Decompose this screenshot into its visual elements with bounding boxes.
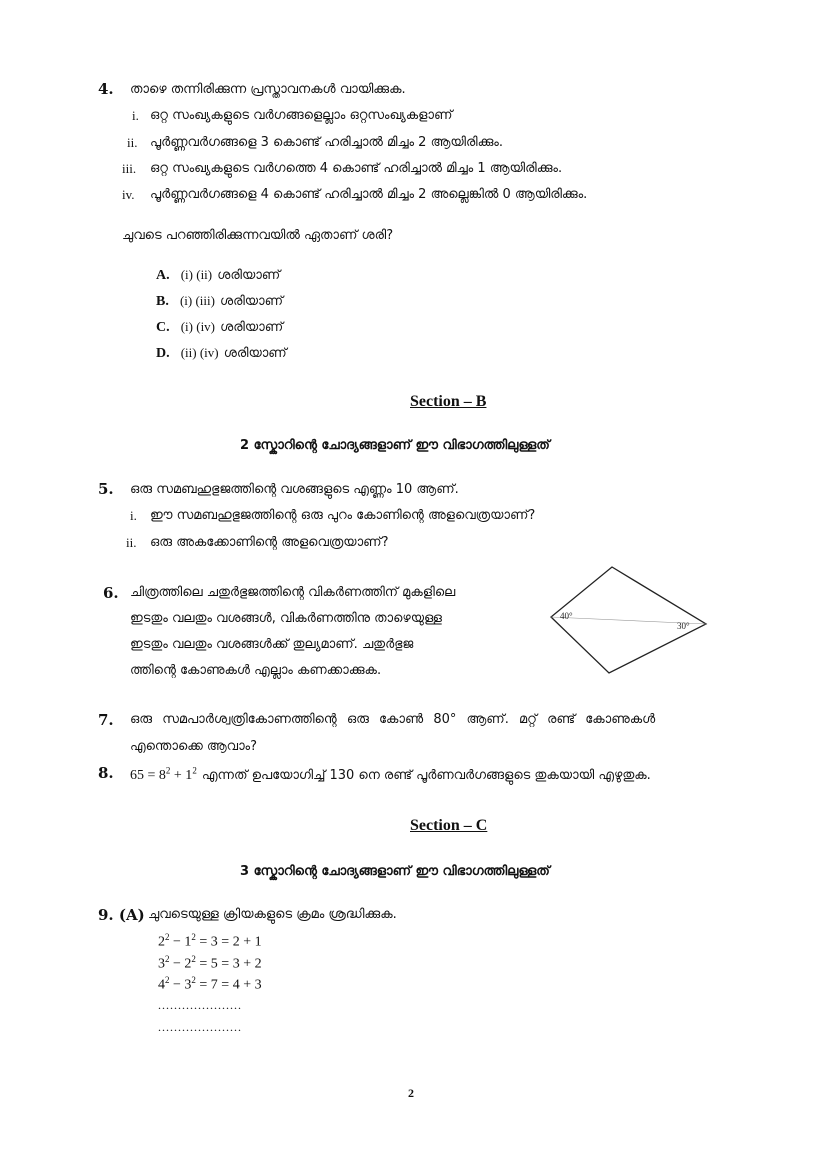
angle-label-left: 40°: [560, 611, 573, 621]
q9-row-3: $4^2 - 3^2 = 7 = 4 + 3$: [158, 975, 262, 993]
option-letter: D.: [156, 346, 170, 361]
q9-row-1: $2^2 - 1^2 = 3 = 2 + 1$: [158, 932, 262, 950]
q4-statement-3: ഒറ്റ സംഖ്യകളുടെ വർഗത്തെ 4 കൊണ്ട് ഹരിച്ചാൽ മിച്ചം 1 ആയിരിക്കും.: [150, 161, 563, 176]
q7-line-1: ഒരു സമപാർശ്വത്രികോണത്തിന്റെ ഒരു കോൺ 80° ആണ്. മറ്റ് രണ്ട് കോണുകൾ: [130, 712, 656, 727]
q4-roman-2: ii.: [127, 135, 138, 150]
q5-part-1: ഈ സമബഹുഭുജത്തിന്റെ ഒരു പുറം കോണിന്റെ അളവെത്രയാണ്?: [150, 508, 536, 523]
option-letter: C.: [156, 320, 170, 335]
section-b-subtitle: 2 സ്കോറിന്റെ ചോദ്യങ്ങളാണ് ഈ വിഭാഗത്തിലുള്ളത്: [240, 438, 550, 453]
section-c-subtitle: 3 സ്കോറിന്റെ ചോദ്യങ്ങളാണ് ഈ വിഭാഗത്തിലുള്ളത്: [240, 864, 550, 879]
section-c-title: Section – C: [410, 817, 488, 834]
q4-option-c[interactable]: [156, 316, 283, 336]
option-text: ശരിയാണ്: [220, 320, 284, 335]
q4-statement-2: പൂർണ്ണവർഗങ്ങളെ 3 കൊണ്ട് ഹരിച്ചാൽ മിച്ചം 2 ആയിരിക്കും.: [150, 135, 503, 150]
q4-statement-4: പൂർണ്ണവർഗങ്ങളെ 4 കൊണ്ട് ഹരിച്ചാൽ മിച്ചം 2 അല്ലെങ്കിൽ 0 ആയിരിക്കും.: [150, 187, 588, 202]
option-text: ശരിയാണ്: [220, 294, 284, 309]
q6-line-3: ഇടതും വലതും വശങ്ങൾക്ക് തുല്യമാണ്. ചതുർഭുജ: [130, 637, 414, 652]
q8-number: 8.: [98, 764, 114, 782]
q9-prompt: ചുവടെയുള്ള ക്രിയകളുടെ ക്രമം ശ്രദ്ധിക്കുക.: [148, 907, 397, 922]
q5-roman-1: i.: [130, 508, 137, 523]
q4-question: ചുവടെ പറഞ്ഞിരിക്കുന്നവയിൽ ഏതാണ് ശരി?: [122, 228, 394, 243]
q5-prompt: ഒരു സമബഹുഭുജത്തിന്റെ വശങ്ങളുടെ എണ്ണം 10 ആണ്.: [130, 482, 459, 497]
q5-number: 5.: [98, 480, 114, 498]
q4-roman-1: i.: [132, 108, 139, 123]
q9-dots-2: .....................: [158, 1020, 242, 1034]
q4-option-d[interactable]: [156, 342, 287, 362]
option-refs: (i) (ii): [180, 267, 213, 282]
q4-option-b[interactable]: [156, 290, 283, 310]
q4-roman-3: iii.: [122, 161, 137, 176]
q4-prompt: താഴെ തന്നിരിക്കുന്ന പ്രസ്താവനകൾ വായിക്കുക.: [130, 82, 406, 97]
q6-number: 6.: [103, 584, 119, 602]
q9-dots-1: .....................: [158, 998, 242, 1012]
option-text: ശരിയാണ്: [217, 268, 281, 283]
q5-roman-2: ii.: [126, 535, 137, 550]
q7-number: 7.: [98, 711, 114, 729]
q6-line-4: ത്തിന്റെ കോണുകൾ എല്ലാം കണക്കാക്കുക.: [130, 663, 382, 678]
q7-line-2: എന്തൊക്കെ ആവാം?: [130, 739, 258, 754]
q6-line-1: ചിത്രത്തിലെ ചതുർഭുജത്തിന്റെ വികർണത്തിന് മുകളിലെ: [130, 585, 456, 600]
page-number: 2: [408, 1086, 414, 1100]
q9-number: 9. (A): [98, 906, 145, 924]
q6-line-2: ഇടതും വലതും വശങ്ങൾ, വികർണത്തിനു താഴെയുള്ള: [130, 611, 442, 626]
option-refs: (i) (iii): [179, 293, 215, 308]
option-text: ശരിയാണ്: [223, 346, 287, 361]
q5-part-2: ഒരു അകക്കോണിന്റെ അളവെത്രയാണ്?: [150, 535, 389, 550]
option-letter: A.: [156, 268, 170, 283]
q9-row-2: $3^2 - 2^2 = 5 = 3 + 2$: [158, 954, 262, 972]
q8-statement: [130, 764, 651, 784]
q8-equation: $65 = 8^2 + 1^2$: [130, 765, 197, 783]
q4-statement-1: ഒറ്റ സംഖ്യകളുടെ വർഗങ്ങളെല്ലാം ഒറ്റസംഖ്യകളാണ്: [150, 108, 453, 123]
quadrilateral-shape: [551, 567, 706, 673]
section-b-title: Section – B: [410, 393, 487, 410]
option-letter: B.: [156, 294, 169, 309]
quadrilateral-figure: [548, 564, 710, 676]
angle-label-right: 30°: [677, 621, 690, 631]
q4-number: 4.: [98, 80, 114, 98]
q4-option-a[interactable]: [156, 264, 280, 284]
q4-roman-4: iv.: [122, 187, 135, 202]
option-refs: (i) (iv): [180, 319, 216, 334]
option-refs: (ii) (iv): [180, 345, 219, 360]
q8-text: എന്നത് ഉപയോഗിച്ച് 130 നെ രണ്ട് പൂർണവർഗങ്ങളുടെ തുകയായി എഴുതുക.: [201, 768, 651, 783]
